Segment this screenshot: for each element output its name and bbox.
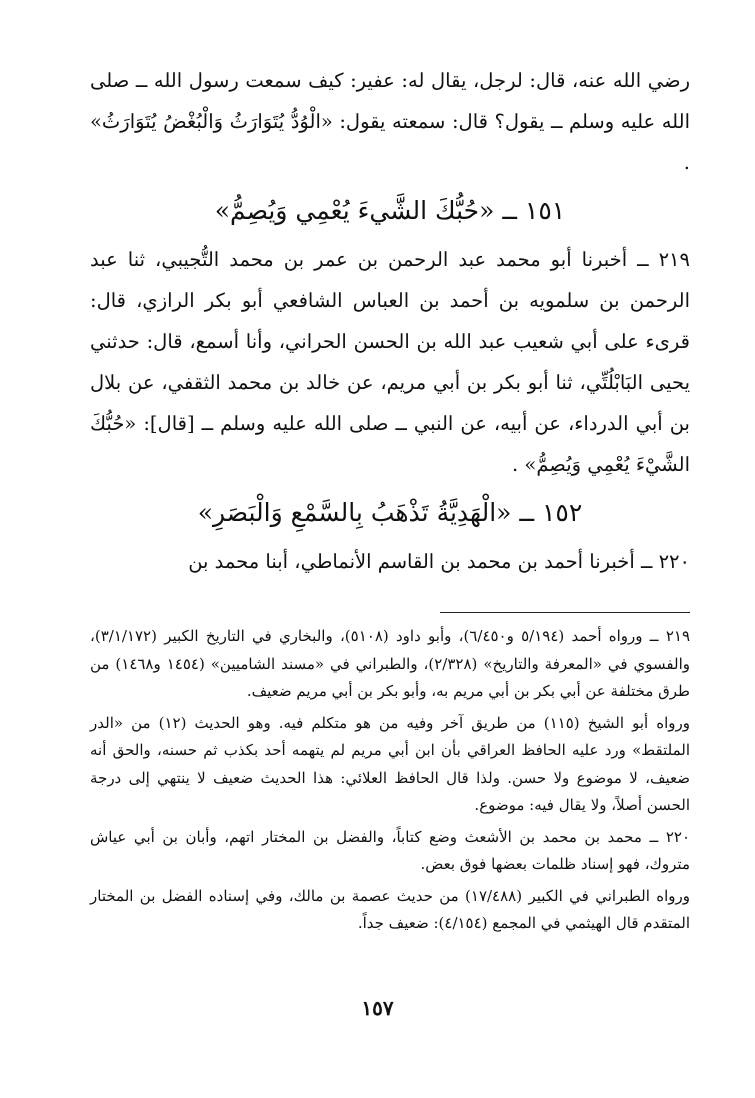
footnote-divider (440, 612, 690, 613)
footnote-219: ٢١٩ ــ ورواه أحمد (٥/١٩٤ و٦/٤٥٠)، وأبو داود (٥١٠٨)، والبخاري في التاريخ الكبير (٣/١/١٧٢)، والفسوي في «المعرفة والتاريخ» (٢/٣٢٨)، والطبراني في «مسند الشاميين» (١٤٥٤ و١٤٦٨) من طرق مختلفة عن أبي بكر بن أبي مريم به، وأبو بكر بن أبي مريم ضعيف. (90, 627, 691, 700)
section-152-heading: ١٥٢ ــ «الْهَدِيَّةُ تَذْهَبُ بِالسَّمْعِ وَالْبَصَرِ» (197, 498, 583, 527)
footnote-219-continued: ورواه أبو الشيخ (١١٥) من طريق آخر وفيه من هو متكلم فيه. وهو الحديث (١٢) من «الدر الملتقط» ورد عليه الحافظ العراقي بأن ابن أبي مريم لم يتهمه أحد بكذب ثم حسنه، والحق أنه ضعيف، لا موضوع ولا حسن. ولذا قال الحافظ العلائي: هذا الحديث ضعيف لا ينتهي إلى درجة الحسن أصلاً، ولا يقال فيه: موضوع. (90, 713, 691, 814)
continuation-paragraph: رضي الله عنه، قال: لرجل، يقال له: عفير: كيف سمعت رسول الله ــ صلى الله عليه وسلم ــ يقول؟ قال: سمعته يقول: «الْوُدُّ يُتَوَارَثُ وَالْبُغْضُ يُتَوَارَثُ» . (90, 69, 690, 174)
hadith-220-paragraph: ٢٢٠ ــ أخبرنا أحمد بن محمد بن القاسم الأنماطي، أبنا محمد بن (188, 550, 690, 573)
section-151-heading: ١٥١ ــ «حُبُّكَ الشَّيءَ يُعْمِي وَيُصِمُّ» (214, 196, 566, 225)
hadith-219-paragraph: ٢١٩ ــ أخبرنا أبو محمد عبد الرحمن بن عمر بن محمد التُّجيبي، ثنا عبد الرحمن بن سلمويه بن أحمد بن العباس الشافعي أبو بكر الرازي، قال: قرىء على أبي شعيب عبد الله بن الحسن الحراني، وأنا أسمع، قال: حدثني يحيى البَابْلُتِّي، ثنا أبو بكر بن أبي مريم، عن خالد بن محمد الثقفي، عن بلال بن أبي الدرداء، عن أبيه، عن النبي ــ صلى الله عليه وسلم ــ [قال]: «حُبُّكَ الشَّيْءَ يُعْمِي وَيُصِمُّ» . (90, 248, 690, 476)
footnote-220-continued: ورواه الطبراني في الكبير (١٧/٤٨٨) من حديث عصمة بن مالك، وفي إسناده الفضل بن المختار المتقدم قال الهيثمي في المجمع (٤/١٥٤): ضعيف جداً. (90, 886, 690, 932)
main-text (90, 60, 690, 582)
page-number: ١٥٧ (361, 996, 394, 1020)
footnotes (90, 623, 690, 938)
footnote-220: ٢٢٠ ــ محمد بن محمد بن الأشعث وضع كتاباً، والفضل بن المختار اتهم، وأبان بن أبي عياش متروك، فهو إسناد ظلمات بعضها فوق بعض. (90, 827, 690, 873)
book-page (90, 60, 690, 942)
